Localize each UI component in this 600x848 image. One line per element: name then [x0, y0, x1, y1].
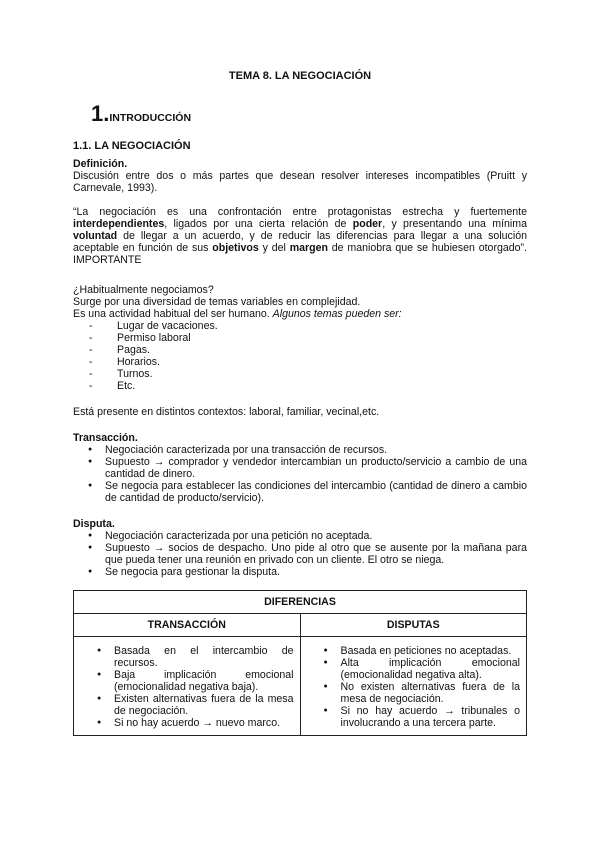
t: de llegar a un acuerdo, y de reducir las diferencias para llegar a una solución aceptable en función de sus [73, 230, 527, 254]
t: y del [258, 242, 290, 254]
definicion-text: Discusión entre dos o más partes que desean resolver intereses incompatibles (Pruitt y Carnevale, 1993). [73, 170, 527, 194]
t: , ligados por una cierta relación de [164, 218, 353, 230]
t: , y presentando una mínima [382, 218, 527, 230]
t: voluntad [73, 230, 118, 242]
list-item: ● Negociación caracterizada por una transacción de recursos. [105, 444, 527, 456]
definicion-heading: Definición. [73, 158, 128, 170]
table-cell [300, 637, 527, 736]
list-item: ● Existen alternativas fuera de la mesa de negociación. [114, 693, 294, 717]
transaccion-list [73, 444, 527, 504]
document-title: TEMA 8. LA NEGOCIACIÓN [228, 70, 372, 82]
table-cell [74, 637, 301, 736]
list-item: - Pagas. [117, 344, 527, 356]
list-item: - Etc. [117, 380, 527, 392]
list-item: ● Se negocia para gestionar la disputa. [105, 566, 527, 578]
quote-paragraph [73, 206, 527, 266]
table-title: DIFERENCIAS [74, 591, 527, 614]
list-item: ● Basada en el intercambio de recursos. [114, 645, 294, 669]
disputa-heading: Disputa. [73, 518, 115, 530]
temas-list [73, 320, 527, 392]
diferencias-table [73, 590, 527, 736]
subsection-heading: 1.1. LA NEGOCIACIÓN [73, 140, 191, 152]
t: interdependientes [73, 218, 165, 230]
column-header: DISPUTAS [300, 614, 527, 637]
t: Algunos temas pueden ser: [272, 308, 402, 320]
list-item: ● Baja implicación emocional (emocionalidad negativa baja). [114, 669, 294, 693]
list-item: ● Supuesto → socios de despacho. Uno pide al otro que se ausente por la mañana para que pueda tener una reunión en privado con un cliente. El otro se niega. [105, 542, 527, 566]
list-item: - Permiso laboral [117, 332, 527, 344]
list-item: ● Basada en peticiones no aceptadas. [341, 645, 521, 657]
t: margen [289, 242, 328, 254]
t: objetivos [212, 242, 259, 254]
list-item: - Horarios. [117, 356, 527, 368]
habitual-line: Surge por una diversidad de temas variables en complejidad. [73, 296, 361, 308]
list-item: ● Si no hay acuerdo → nuevo marco. [114, 717, 294, 729]
list-item: - Turnos. [117, 368, 527, 380]
contextos-text: Está presente en distintos contextos: laboral, familiar, vecinal,etc. [73, 406, 380, 418]
habitual-line [73, 308, 527, 320]
t: poder [352, 218, 383, 230]
list-item: ● Se negocia para establecer las condiciones del intercambio (cantidad de dinero a cambio de cantidad de producto/servicio). [105, 480, 527, 504]
disputa-list [73, 530, 527, 578]
column-header: TRANSACCIÓN [74, 614, 301, 637]
list-item: ● Alta implicación emocional (emocionalidad negativa alta). [341, 657, 521, 681]
section-heading [91, 101, 527, 126]
t: de maniobra que se hubiesen otorgado”. IMPORTANTE [73, 242, 528, 266]
t: Es una actividad habitual del ser humano. [73, 308, 273, 320]
list-item: - Lugar de vacaciones. [117, 320, 527, 332]
section-title: INTRODUCCIÓN [109, 112, 192, 124]
t: “La negociación es una confrontación entre protagonistas estrecha y fuertemente [73, 206, 527, 218]
habitual-question: ¿Habitualmente negociamos? [73, 284, 214, 296]
list-item: ● Negociación caracterizada por una petición no aceptada. [105, 530, 527, 542]
list-item: ● Supuesto → comprador y vendedor intercambian un producto/servicio a cambio de una cantidad de dinero. [105, 456, 527, 480]
list-item: ● No existen alternativas fuera de la mesa de negociación. [341, 681, 521, 705]
list-item: ● Si no hay acuerdo → tribunales o involucrando a una tercera parte. [341, 705, 521, 729]
transaccion-heading: Transacción. [73, 432, 138, 444]
section-number: 1. [91, 101, 110, 126]
